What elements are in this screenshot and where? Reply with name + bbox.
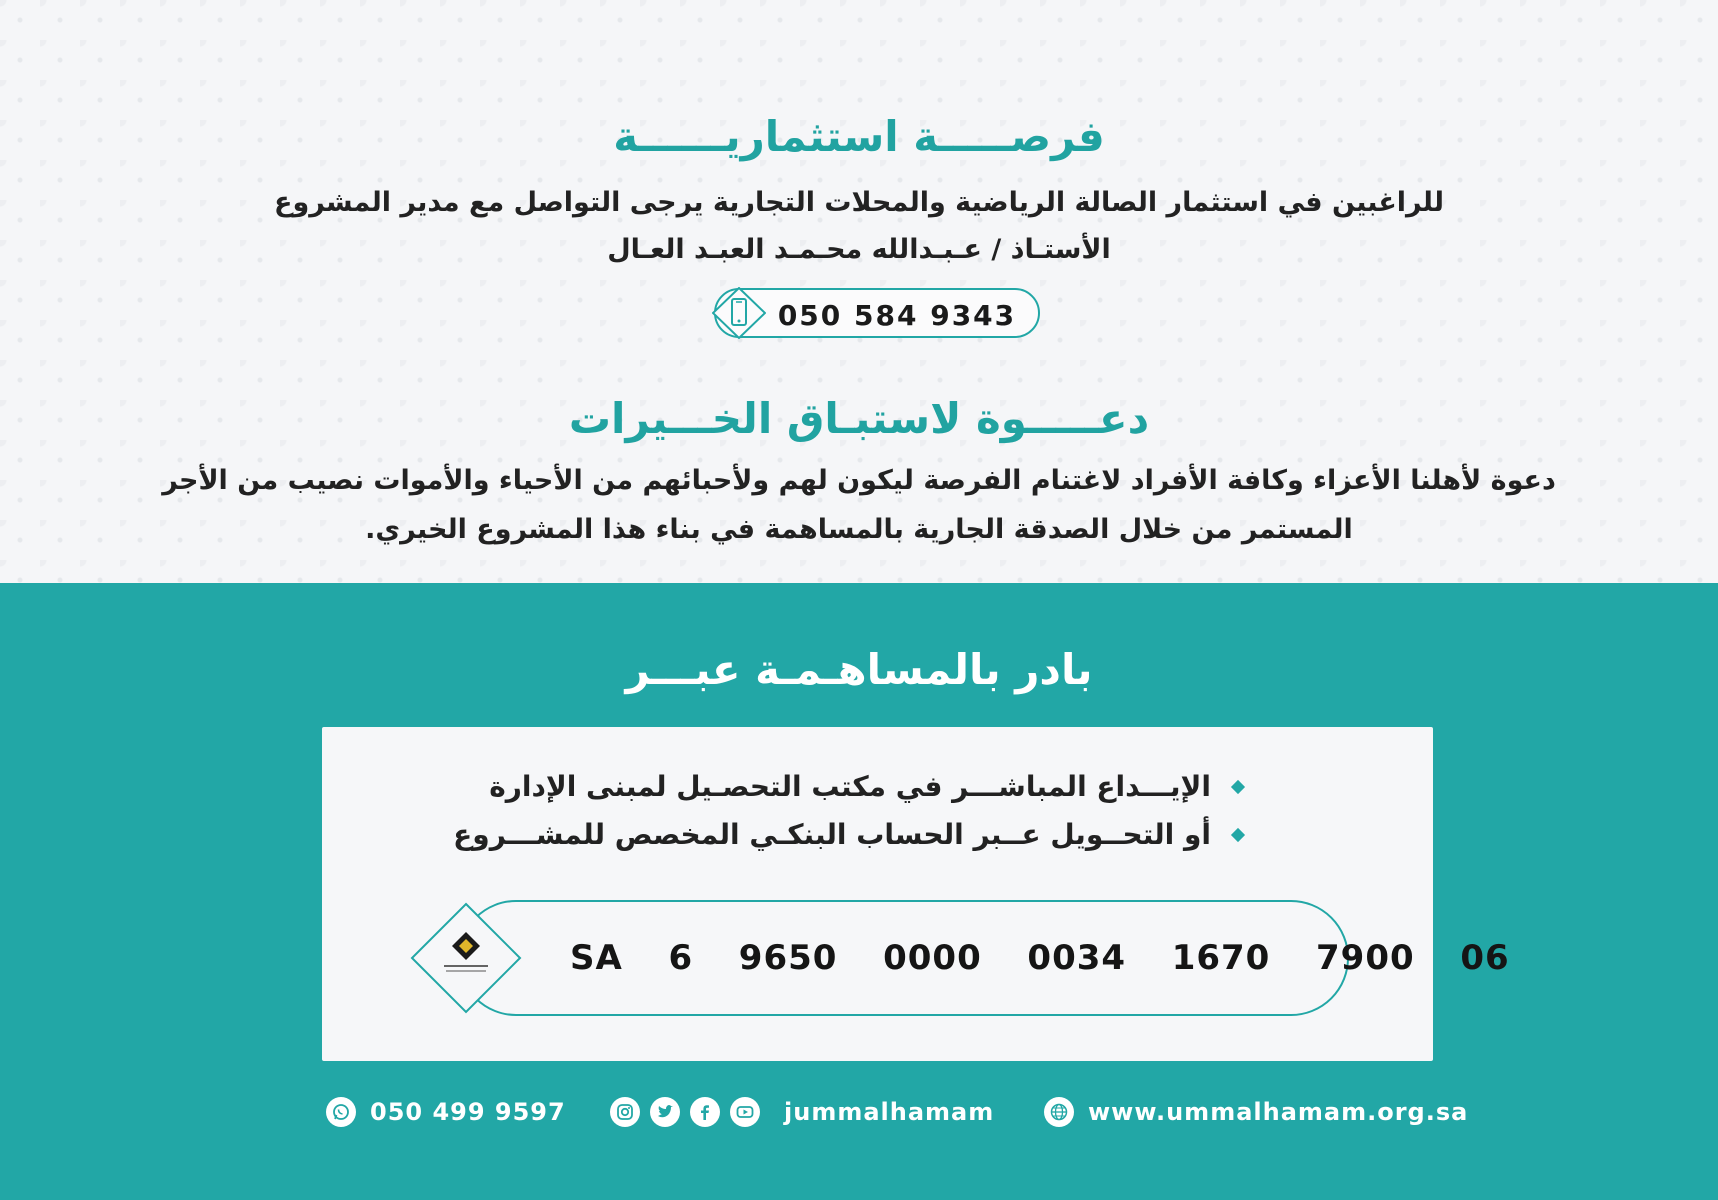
invitation-title: دعـــــوة لاستبـاق الخـــيرات (568, 394, 1150, 443)
footer-whatsapp[interactable] (326, 1097, 566, 1127)
iban-number: SA 6 9650 0000 0034 1670 7900 06 (570, 938, 1510, 978)
mobile-phone-icon (712, 287, 766, 343)
option-direct-deposit-text: الإيـــداع المباشـــر في مكتب التحصـيل لمبنى الإدارة (489, 770, 1211, 803)
option-direct-deposit (489, 770, 1243, 803)
contribute-title: بادر بالمساهـمـة عبـــر (625, 645, 1093, 694)
footer-social (610, 1097, 994, 1127)
whatsapp-icon (326, 1097, 356, 1127)
bullet-icon (1231, 827, 1245, 841)
globe-icon (1044, 1097, 1074, 1127)
investment-line-2: الأستـاذ / عـبـدالله محـمـد العبـد العـال (607, 234, 1111, 265)
twitter-icon[interactable] (650, 1097, 680, 1127)
bullet-icon (1231, 779, 1245, 793)
iban-pill[interactable] (458, 900, 1510, 1016)
footer-website[interactable] (1044, 1097, 1468, 1127)
whatsapp-number: 050 499 9597 (370, 1098, 566, 1126)
instagram-icon[interactable] (610, 1097, 640, 1127)
youtube-icon[interactable] (730, 1097, 760, 1127)
invitation-line-1: دعوة لأهلنا الأعزاء وكافة الأفراد لاغتنام الفرصة ليكون لهم ولأحبائهم من الأحياء والأموات نصيب من الأجر (162, 465, 1556, 496)
manager-phone-number: 050 584 9343 (777, 299, 1017, 332)
investment-title: فرصـــــة استثماريــــــة (613, 112, 1105, 161)
option-bank-transfer (453, 818, 1243, 851)
website-url: www.ummalhamam.org.sa (1088, 1098, 1469, 1126)
invitation-line-2: المستمر من خلال الصدقة الجارية بالمساهمة في بناء هذا المشروع الخيري. (365, 514, 1353, 545)
saudi-investment-bank-logo (410, 902, 522, 1014)
option-bank-transfer-text: أو التحــويل عــبر الحساب البنكـي المخصص للمشـــروع (453, 818, 1211, 851)
facebook-icon[interactable] (690, 1097, 720, 1127)
investment-line-1: للراغبين في استثمار الصالة الرياضية والمحلات التجارية يرجى التواصل مع مدير المشروع (274, 187, 1444, 218)
social-handle: jummalhamam (784, 1098, 995, 1126)
